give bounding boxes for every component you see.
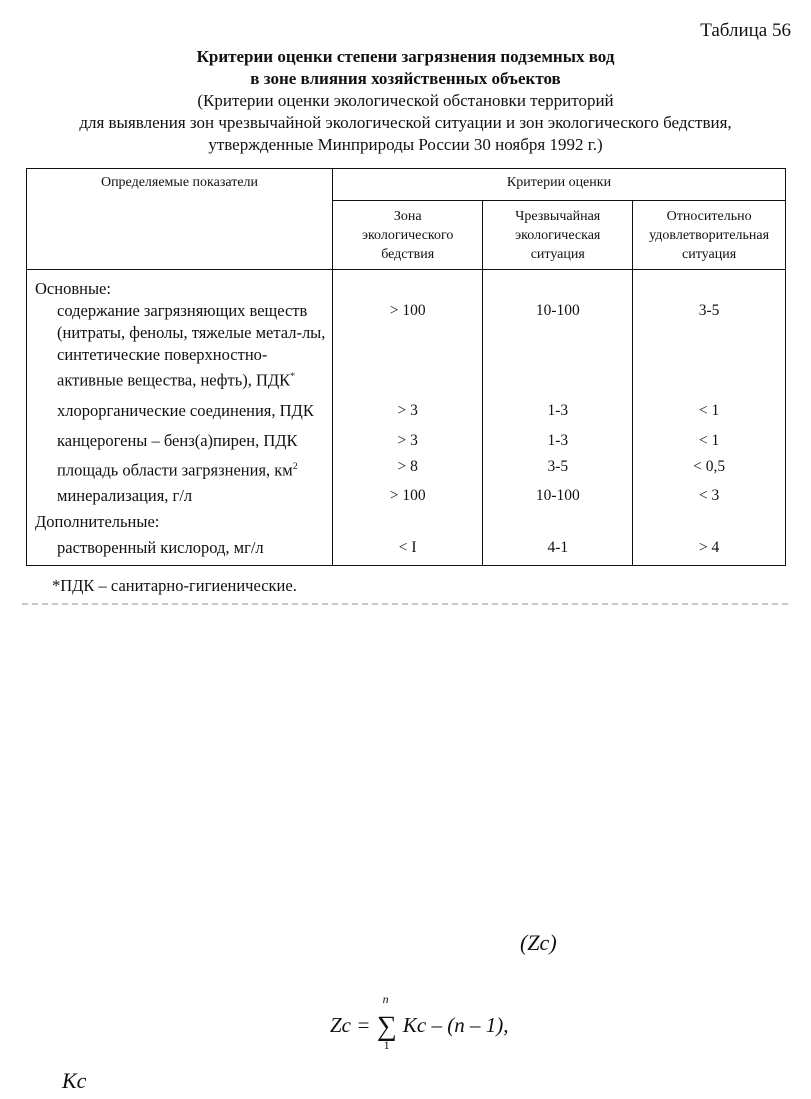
cell-emergency: 1-3 [483, 422, 633, 452]
cell-emergency: 3-5 [483, 452, 633, 482]
table-row [27, 452, 786, 482]
criteria-table [26, 168, 786, 566]
cell-satisfactory: < 1 [633, 392, 786, 422]
cell-satisfactory: > 4 [633, 533, 786, 566]
zc-formula: Zc = n ∑ 1 Kc – (n – 1), [330, 992, 509, 1052]
cell-satisfactory: < 0,5 [633, 452, 786, 482]
cell-disaster: > 8 [333, 452, 483, 482]
header-criteria: Критерии оценки [333, 169, 786, 201]
cell-satisfactory: < 1 [633, 422, 786, 452]
table-row [27, 300, 786, 392]
row-label: содержание загрязняющих веществ (нитраты, фенолы, тяжелые метал-лы, синтетические поверхностно-активные вещества, нефть), ПДК* [27, 300, 333, 392]
table-row [27, 422, 786, 452]
subtitle-line-1: (Критерии оценки экологической обстановки территорий [197, 91, 614, 110]
table-title-block [0, 46, 811, 156]
table-row [27, 481, 786, 507]
cell-emergency: 1-3 [483, 392, 633, 422]
cell-disaster: < I [333, 533, 483, 566]
header-indicators: Определяемые показатели [27, 169, 333, 270]
kc-symbol: Kc [62, 1068, 87, 1093]
row-label: растворенный кислород, мг/л [27, 533, 333, 566]
row-label: канцерогены – бенз(а)пирен, ПДК [27, 422, 333, 452]
cell-emergency: 10-100 [483, 300, 633, 392]
cell-disaster: > 3 [333, 392, 483, 422]
subtitle-line-3: утвержденные Минприроды России 30 ноября 1992 г.) [208, 135, 603, 154]
row-label: площадь области загрязнения, $км^2$ [27, 452, 333, 482]
cell-emergency: 4-1 [483, 533, 633, 566]
table-row [27, 533, 786, 566]
section-main-label: Основные: [27, 270, 333, 301]
cell-emergency: 10-100 [483, 481, 633, 507]
header-satisfactory: Относительно удовлетворительная ситуация [633, 201, 786, 270]
cell-disaster: > 3 [333, 422, 483, 452]
table-number: Таблица 56 [700, 20, 791, 41]
title-line-1: Критерии оценки степени загрязнения подземных вод [196, 47, 615, 66]
cell-satisfactory: < 3 [633, 481, 786, 507]
section-extra-label: Дополнительные: [27, 507, 333, 533]
table-row [27, 392, 786, 422]
row-label: минерализация, г/л [27, 481, 333, 507]
row-label: хлорорганические соединения, ПДК [27, 392, 333, 422]
table-footnote: *ПДК – санитарно-гигиенические. [52, 576, 297, 595]
header-emergency: Чрезвычайная экологическая ситуация [483, 201, 633, 270]
cell-satisfactory: 3-5 [633, 300, 786, 392]
title-line-2: в зоне влияния хозяйственных объектов [250, 69, 561, 88]
zc-symbol: (Zc) [520, 930, 557, 955]
subtitle-line-2: для выявления зон чрезвычайной экологической ситуации и зон экологического бедствия, [79, 113, 732, 132]
cell-disaster: > 100 [333, 481, 483, 507]
cell-disaster: > 100 [333, 300, 483, 392]
page-divider [22, 603, 788, 605]
summation-sign: n ∑ 1 [376, 992, 397, 1052]
header-disaster-zone: Зона экологического бедствия [333, 201, 483, 270]
